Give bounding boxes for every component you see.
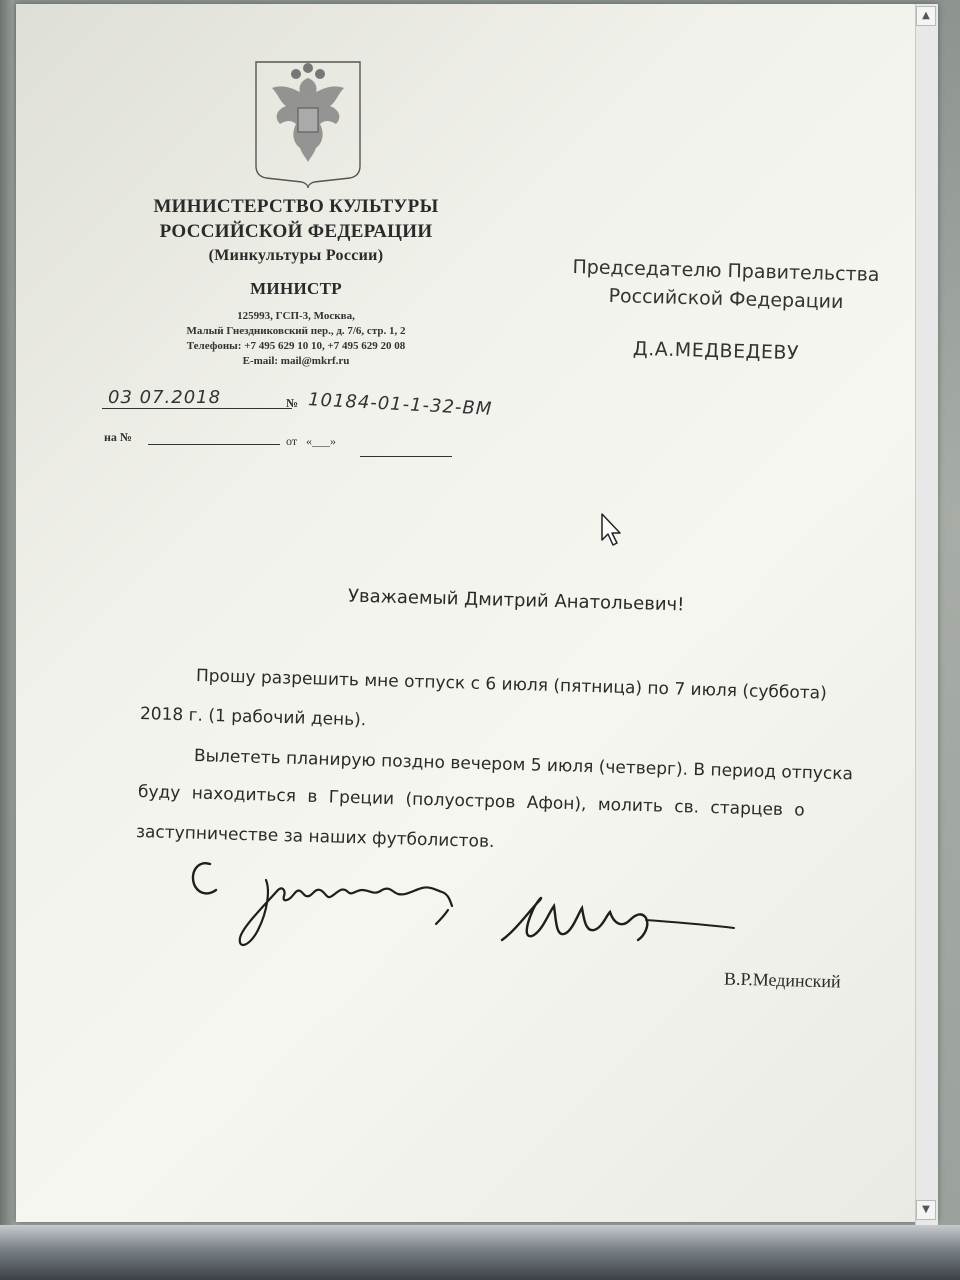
recipient-title-line2: Российской Федерации [608,284,844,314]
ministry-name-line1: МИНИСТЕРСТВО КУЛЬТУРЫ [153,196,439,217]
letter-paragraph2-line2: буду находиться в Греции (полуостров Афон), молить св. старцев о [137,782,806,821]
coat-of-arms-emblem [252,58,364,188]
scroll-down-arrow-icon[interactable]: ▼ [916,1200,936,1220]
letter-paragraph1-line2: 2018 г. (1 рабочий день). [139,704,367,731]
letterhead-phones: Телефоны: +7 495 629 10 10, +7 495 629 20 08 [186,340,406,352]
signer-name: В.Р.Мединский [723,968,841,992]
monitor-bezel-bottom [0,1225,960,1280]
document-page [16,4,938,1222]
letterhead-email: E-mail: mail@mkrf.ru [242,355,350,367]
reply-from-label: от [286,434,298,448]
signature-mark [496,880,736,960]
handwritten-closing [186,850,456,960]
reply-number-line [148,444,280,445]
ministry-short-name: (Минкультуры России) [208,247,384,264]
vertical-scrollbar[interactable] [915,4,938,1226]
registration-number-label: № [286,396,299,410]
ministry-name-line2: РОССИЙСКОЙ ФЕДЕРАЦИИ [159,221,433,242]
mouse-pointer-icon [600,512,624,548]
registration-date: 03 07.2018 [108,387,222,408]
letterhead-position: МИНИСТР [250,279,342,298]
registration-number: 10184-01-1-32-ВМ [307,389,493,420]
letter-paragraph2-line3: заступничестве за наших футболистов. [135,822,495,853]
letter-paragraph1-line1: Прошу разрешить мне отпуск с 6 июля (пятница) по 7 июля (суббота) [195,666,828,704]
reply-to-label: на № [104,430,132,444]
recipient-name: Д.А.МЕДВЕДЕВУ [632,337,800,365]
date-underline [102,408,292,409]
reply-from-quote: «___» [306,434,336,448]
letter-salutation: Уважаемый Дмитрий Анатольевич! [347,585,685,616]
monitor-bezel-left [0,0,14,1230]
recipient-title-line1: Председателю Правительства [572,255,880,287]
letter-paragraph2-line1: Вылететь планирую поздно вечером 5 июля (четверг). В период отпуска [193,746,854,785]
reply-date-line [360,456,452,457]
letterhead-address-line1: 125993, ГСП-3, Москва, [237,310,355,322]
letterhead-address-line2: Малый Гнездниковский пер., д. 7/6, стр. 1, 2 [186,325,406,337]
scroll-up-arrow-icon[interactable]: ▲ [916,6,936,26]
